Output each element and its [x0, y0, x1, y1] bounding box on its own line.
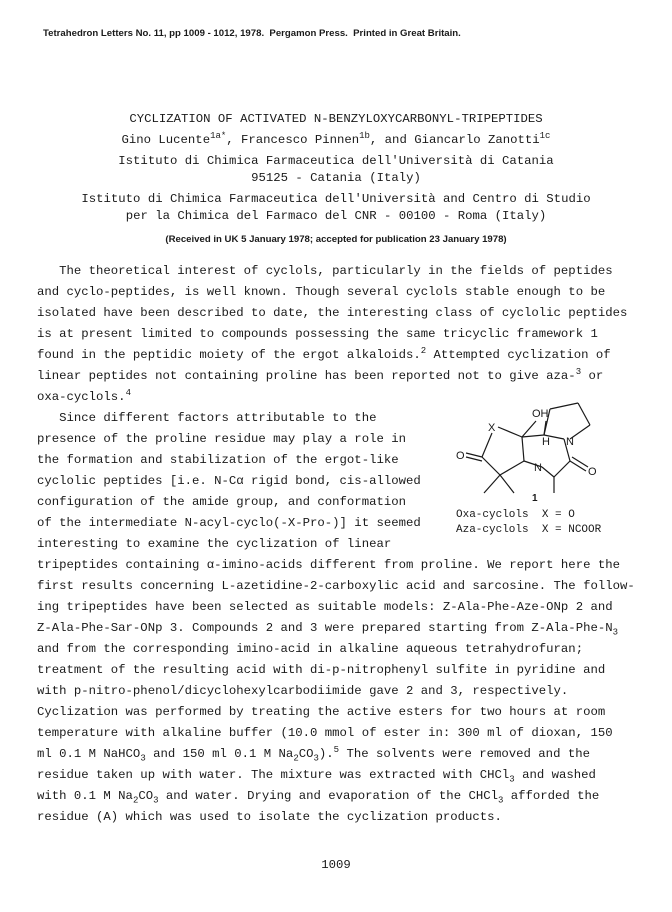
- affiliation-2-line-1: Istituto di Chimica Farmaceutica dell'Università and Centro di Studio: [81, 192, 591, 206]
- author-2-superscript: 1b: [359, 130, 370, 141]
- para1-text: Attempted cyclization of: [426, 348, 611, 362]
- para2-line: [37, 619, 618, 637]
- atom-h: H: [542, 436, 550, 448]
- subscript: 3: [313, 753, 319, 764]
- para2-text: residue taken up with water. The mixture was extracted with CHCl: [37, 768, 510, 782]
- para2-line: treatment of the resulting acid with di-p-nitrophenyl sulfite in pyridine and: [37, 663, 606, 677]
- para2-wrap-line: of the intermediate N-acyl-cyclo(-X-Pro-)] it seemed: [37, 516, 421, 530]
- author-1-superscript: 1a*: [210, 130, 227, 141]
- subscript: 3: [153, 795, 159, 806]
- author-3: , and Giancarlo Zanotti: [369, 133, 540, 147]
- para2-text: The solvents were removed and the: [339, 747, 590, 761]
- para2-wrap-line: Since different factors attributable to the: [37, 411, 377, 425]
- atom-x: X: [488, 422, 496, 434]
- para1-line: [37, 388, 131, 406]
- para2-line: with p-nitro-phenol/dicyclohexylcarbodiimide gave 2 and 3, respectively.: [37, 684, 569, 698]
- para2-text: ml 0.1 M NaHCO: [37, 747, 141, 761]
- ref-5: 5: [333, 744, 340, 755]
- journal-header: Tetrahedron Letters No. 11, pp 1009 - 1012, 1978. Pergamon Press. Printed in Great Britain.: [43, 28, 461, 39]
- para2-text: ).: [318, 747, 334, 761]
- author-3-superscript: 1c: [539, 130, 551, 141]
- para1-text: linear peptides not containing proline has been reported not to give aza-: [37, 369, 576, 383]
- atom-oh: OH: [532, 408, 549, 420]
- para1-line: [37, 367, 603, 385]
- para1-line: isolated have been described to date, the interesting class of cyclolic peptides: [37, 306, 628, 320]
- affiliation-2-line-2: per la Chimica del Farmaco del CNR - 00100 - Roma (Italy): [125, 209, 547, 223]
- article-title: CYCLIZATION OF ACTIVATED N-BENZYLOXYCARBONYL-TRIPEPTIDES: [129, 112, 543, 126]
- para1-text: oxa-cyclols.: [37, 390, 126, 404]
- page-number: 1009: [321, 858, 351, 872]
- aza-cyclols-label: Aza-cyclols X = NCOOR: [456, 524, 602, 536]
- tricyclic-structure-diagram: [454, 395, 630, 527]
- para2-text: CO: [138, 789, 154, 803]
- subscript: 3: [497, 795, 504, 806]
- affiliation-1-line-1: Istituto di Chimica Farmaceutica dell'Università di Catania: [118, 154, 554, 168]
- para2-line: residue (A) which was used to isolate the cyclization products.: [37, 810, 502, 824]
- para1-line: [37, 346, 611, 364]
- para2-line: [37, 745, 590, 763]
- para2-text: and washed: [514, 768, 596, 782]
- author-line: [0, 131, 672, 149]
- subscript: 3: [509, 774, 515, 785]
- para2-line: and from the corresponding imino-acid in alkaline aqueous tetrahydrofuran;: [37, 642, 584, 656]
- para1-line: and cyclo-peptides, is well known. Though several cyclols stable enough to be: [37, 285, 606, 299]
- para2-text: afforded the: [503, 789, 600, 803]
- para2-wrap-line: configuration of the amide group, and conformation: [37, 495, 406, 509]
- para2-wrap-line: interesting to examine the cyclization of linear: [37, 537, 392, 551]
- para2-line: temperature with alkaline buffer (10.0 mmol of ester in: 300 ml of dioxan, 150: [37, 726, 613, 740]
- ref-2: 2: [420, 345, 427, 356]
- para2-line: [37, 787, 599, 805]
- para2-line: Cyclization was performed by treating the active esters for two hours at room: [37, 705, 606, 719]
- para2-text: with 0.1 M Na: [37, 789, 133, 803]
- atom-o-right: O: [588, 466, 597, 478]
- para2-wrap-line: cyclolic peptides [i.e. N-Cα rigid bond, cis-allowed: [37, 474, 421, 488]
- author-2: , Francesco Pinnen: [226, 133, 360, 147]
- para2-line: first results concerning L-azetidine-2-carboxylic acid and sarcosine. The follow-: [37, 579, 635, 593]
- para1-text: or: [581, 369, 604, 383]
- author-1: Gino Lucente: [121, 133, 211, 147]
- para2-line: ing tripeptides have been selected as suitable models: Z-Ala-Phe-Aze-ONp 2 and: [37, 600, 613, 614]
- para2-text: and water. Drying and evaporation of the CHCl: [158, 789, 498, 803]
- para2-text: Z-Ala-Phe-Sar-ONp 3. Compounds 2 and 3 were prepared starting from Z-Ala-Phe-N: [37, 621, 613, 635]
- subscript: 2: [293, 753, 299, 764]
- subscript: 2: [132, 795, 139, 806]
- ref-3: 3: [575, 366, 582, 377]
- para2-text: CO: [298, 747, 314, 761]
- para1-line: The theoretical interest of cyclols, particularly in the fields of peptides: [37, 264, 613, 278]
- para2-wrap-line: the formation and stabilization of the ergot-like: [37, 453, 399, 467]
- para1-text: found in the peptidic moiety of the ergot alkaloids.: [37, 348, 421, 362]
- para2-line: [37, 766, 596, 784]
- atom-n-amide: N: [534, 462, 542, 474]
- atom-n-pyrrolidine: N: [566, 436, 574, 448]
- subscript: 3: [140, 753, 146, 764]
- para1-line: is at present limited to compounds possessing the same tricyclic framework 1: [37, 327, 598, 341]
- oxa-cyclols-label: Oxa-cyclols X = O: [456, 509, 575, 521]
- affiliation-1-line-2: 95125 - Catania (Italy): [251, 171, 421, 185]
- para2-text: and 150 ml 0.1 M Na: [145, 747, 294, 761]
- atom-o-left: O: [456, 450, 465, 462]
- ref-4: 4: [125, 387, 131, 398]
- received-line: (Received in UK 5 January 1978; accepted for publication 23 January 1978): [165, 234, 507, 245]
- subscript: 3: [612, 627, 618, 638]
- para2-line: tripeptides containing α-imino-acids different from proline. We report here the: [37, 558, 620, 572]
- para2-wrap-line: presence of the proline residue may play a role in: [37, 432, 406, 446]
- structure-number: 1: [532, 493, 538, 504]
